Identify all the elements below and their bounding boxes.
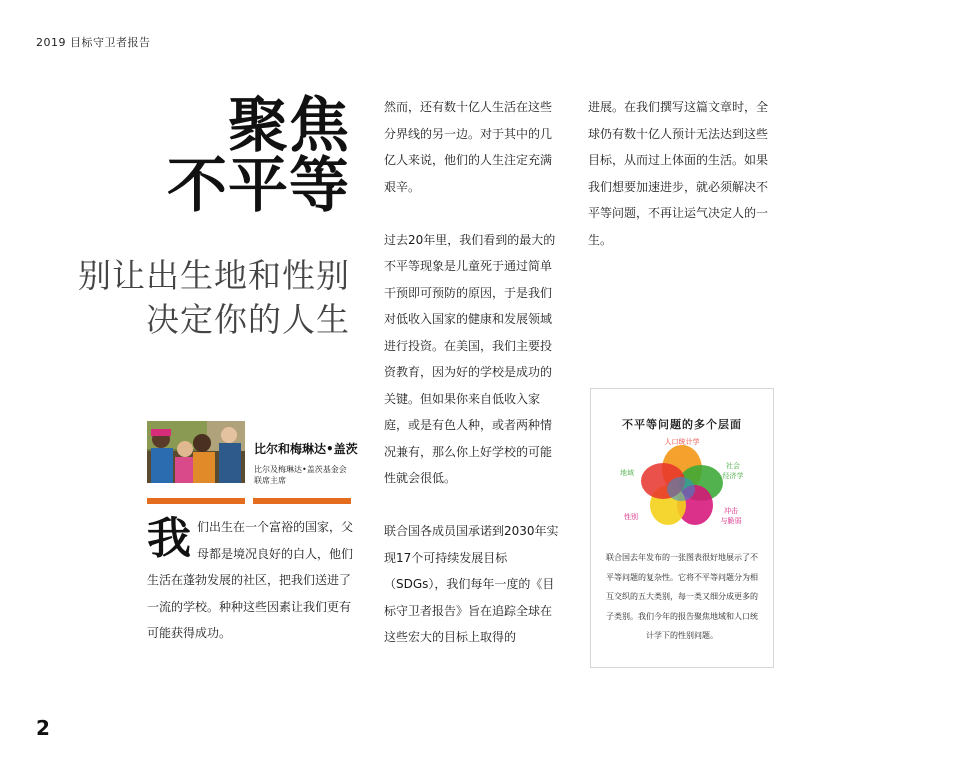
subtitle-line-1: 别让出生地和性别 [78, 256, 350, 295]
orange-divider-right [253, 498, 351, 504]
page-number: 2 [36, 716, 50, 740]
label-shocks-2: 与脆弱 [720, 517, 742, 525]
author-photo-image [147, 421, 245, 483]
paragraph-3-1: 进展。在我们撰写这篇文章时，全球仍有数十亿人预计无法达到这些目标，从而过上体面的生活。如果我们想要加速进步，就必须解决不平等问题，不再让运气决定人的一生。 [588, 100, 769, 247]
author-role-line-1: 比尔及梅琳达•盖茨基金会 [254, 465, 347, 474]
page-title [167, 91, 350, 221]
body-column-3 [588, 94, 773, 280]
label-gender: 性别 [624, 513, 638, 521]
label-socioeconomics-1: 社会 [726, 462, 740, 470]
petal-center [667, 477, 695, 501]
author-role [254, 464, 354, 486]
drop-cap: 我 [147, 513, 191, 564]
subtitle-line-2: 决定你的人生 [146, 300, 350, 339]
orange-divider-left [147, 498, 245, 504]
paragraph-2-1: 然而，还有数十亿人生活在这些分界线的另一边。对于其中的几亿人来说，他们的人生注定充满艰辛。 [384, 100, 553, 194]
inequality-flower-diagram [617, 435, 747, 535]
intro-paragraph [147, 514, 355, 647]
title-line-1: 聚焦 [228, 91, 350, 161]
author-photo [147, 421, 245, 483]
report-header: 2019 目标守卫者报告 [36, 36, 151, 49]
author-role-line-2: 联席主席 [254, 476, 286, 485]
page-subtitle [78, 254, 350, 342]
paragraph-2-3: 联合国各成员国承诺到2030年实现17个可持续发展目标（SDGs），我们每年一度的《目标守卫者报告》旨在追踪全球在这些宏大的目标上取得的 [384, 524, 559, 644]
sidebar-title: 不平等问题的多个层面 [622, 418, 742, 431]
sidebar-caption: 联合国去年发布的一张图表很好地展示了不平等问题的复杂性。它将不平等问题分为相互交织的五大类别，每一类又细分成更多的子类别。我们今年的报告聚焦地域和人口统计学下的性别问题。 [606, 553, 758, 640]
inequality-sidebar-box [590, 388, 774, 668]
label-socioeconomics-2: 经济学 [722, 472, 744, 480]
body-column-2 [384, 94, 562, 677]
label-geography: 地域 [620, 469, 634, 477]
author-name: 比尔和梅琳达•盖茨 [254, 442, 358, 456]
label-shocks-1: 冲击 [724, 507, 738, 515]
title-line-2: 不平等 [167, 151, 350, 221]
paragraph-2-2: 过去20年里，我们看到的最大的不平等现象是儿童死于通过简单干预即可预防的原因，于是我们对低收入国家的健康和发展领域进行投资。在美国，我们主要投资教育，因为好的学校是成功的关键。但如果你来自低收入家庭，或是有色人种，或者两种情况兼有，那么你上好学校的可能性就会很低。 [384, 232, 556, 485]
intro-text: 们出生在一个富裕的国家，父母都是境况良好的白人，他们生活在蓬勃发展的社区，把我们送进了一流的学校。种种这些因素让我们更有可能获得成功。 [147, 520, 354, 640]
label-demographics: 人口统计学 [664, 438, 700, 446]
